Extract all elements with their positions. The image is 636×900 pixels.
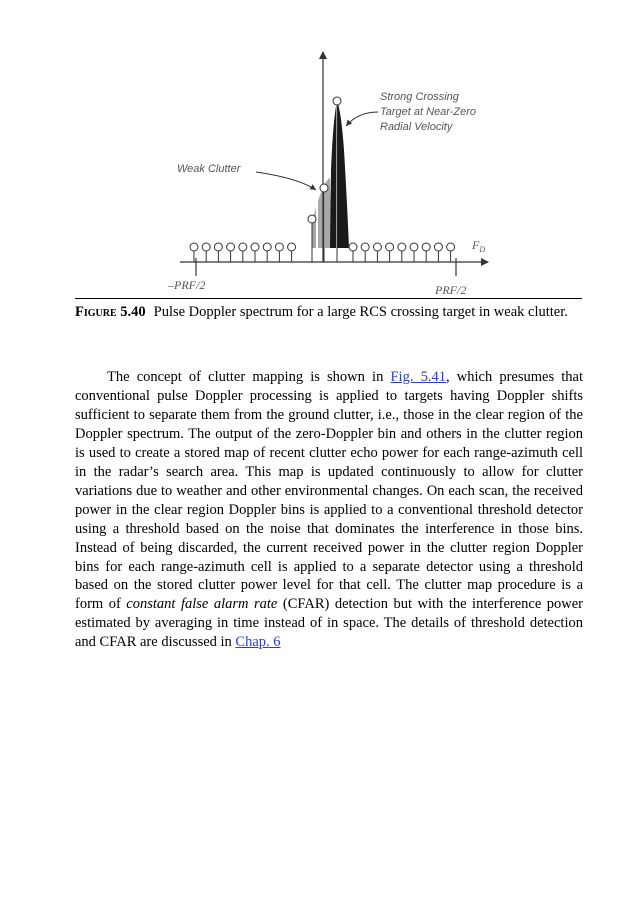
body-paragraph [75,368,583,652]
noise-sample-left [190,243,198,262]
fd-axis-label: $F_D$ [472,238,486,254]
noise-sample-right [373,243,381,262]
chap-6-link[interactable]: Chap. 6 [235,634,281,651]
noise-sample-left [214,243,222,262]
noise-sample-left [251,243,259,262]
noise-sample-right [410,243,418,262]
doppler-spectrum-figure [0,0,636,300]
target-label-line2: Target at Near-Zero [380,106,476,118]
noise-sample-right [349,243,357,262]
weak-clutter-label: Weak Clutter [177,163,241,175]
noise-sample-left [227,243,235,262]
weak-clutter-pointer [256,172,316,190]
figure-caption [75,303,582,321]
paragraph-text-3: (CFAR) detection but with the interference power estimated by averaging in time instead of in space. The details of threshold detection and CFAR are discussed in [75,596,584,651]
noise-sample-right [361,243,369,262]
neg-prf-label: –PRF/2 [168,278,206,292]
target-pointer [346,112,378,126]
noise-sample-left [239,243,247,262]
caption-text: Pulse Doppler spectrum for a large RCS crossing target in weak clutter. [153,304,568,320]
target-spectrum-peak [330,101,349,248]
noise-sample-right [447,243,455,262]
target-label-line3: Radial Velocity [380,121,453,133]
figure-number: Figure 5.40 [75,304,146,320]
target-label-line1: Strong Crossing [380,91,459,103]
noise-sample-right [398,243,406,262]
noise-sample-left [275,243,283,262]
noise-sample-right [386,243,394,262]
noise-sample-left [263,243,271,262]
noise-sample-right [422,243,430,262]
noise-sample-right [434,243,442,262]
paragraph-text-1: The concept of clutter mapping is shown in [107,369,391,385]
noise-sample-left [288,243,296,262]
noise-sample-left [202,243,210,262]
cfar-term: constant false alarm rate [126,596,278,613]
fig-5-41-link[interactable]: Fig. 5.41 [390,369,446,385]
pos-prf-label: PRF/2 [435,283,467,297]
paragraph-text-2: , which presumes that conventional pulse Doppler processing is applied to targets having Doppler shifts sufficient to separate them from the ground clutter, i.e., those in the clear region of the Doppler spectrum. The output of the zero-Doppler bin and others in the clutter region is used to create a stored map of recent clutter echo power for each range-azimuth cell in the radar’s search area. This map is updated continuously to allow for clutter variations due to weather and other environmental changes. On each scan, the received power in the clear region Doppler bins is applied to a conventional threshold detector using a threshold based on the noise that dominates the interference in those bins. Instead of being discarded, the current received power in the clutter region Doppler bins for each range-azimuth cell is applied to a separate detector using a threshold based on the stored clutter power level for that cell. The clutter map procedure is a form of [75,369,583,613]
caption-rule [75,298,582,299]
